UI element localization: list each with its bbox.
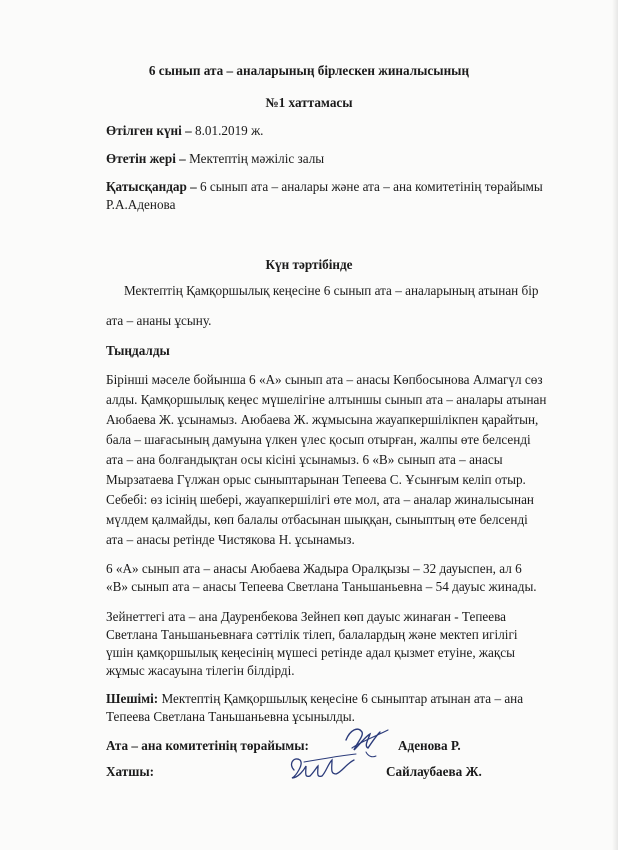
para2-line: 6 «А» сынып ата – анасы Аюбаева Жадыра Оралқызы – 32 дауыспен, ал 6 [106,561,522,576]
place-line [106,150,324,168]
decision-line [106,690,523,708]
para1-line: ата – анасы ретінде Чистякова Н. ұсынамыз. [106,532,355,547]
date-value: 8.01.2019 ж. [191,123,264,138]
para1-line: бала – шағасының дамуына үлкен үлес қосып отырған, жалпы өте белсенді [106,432,531,447]
secretary-name: Сайлаубаева Ж. [386,764,482,779]
secretary-signature-image [284,750,364,786]
decision-line-2: Тепеева Светлана Таньшаньевна ұсынылды. [106,709,355,724]
secretary-label: Хатшы: [106,764,155,779]
para1-line: Себебі: өз ісінің шебері, жауапкершілігі өте мол, ата – аналар жиналысынан [106,492,534,507]
decision-text: Мектептің Қамқоршылық кеңесіне 6 сыныптар атынан ата – ана [158,691,524,706]
participants-line-2: Р.А.Аденова [106,197,176,212]
para1-line: алды. Қамқоршылық кеңес мүшелігіне алтыншы сынып ата – аналары атынан [106,392,547,407]
participants-value: 6 сынып ата – аналары және ата – ана комитетінің төрайымы [196,179,543,194]
para3-line: жұмыс жасауына тілегін білдірді. [106,663,295,678]
para1-line: ата – ана болғандықтан осы кісіні ұсынамыз. 6 «В» сынып ата – анасы [106,452,503,467]
document-title: 6 сынып ата – аналарының бірлескен жиналысының [148,63,470,78]
place-label: Өтетін жері – [106,151,186,166]
agenda-text-line-1: Мектептің Қамқоршылық кеңесіне 6 сынып ата – аналарының атынан бір [124,283,539,298]
para3-line: үшін қамқоршылық кеңесінің мүшесі ретінде адал қызмет етуіне, жақсы [106,645,516,660]
para1-line: Бірінші мәселе бойынша 6 «А» сынып ата – анасы Көпбосынова Алмагүл сөз [106,372,543,387]
protocol-number: №1 хаттамасы [265,95,353,110]
para3-line: Зейнеттегі ата – ана Дауренбекова Зейнеп көп дауыс жинаған - Тепеева [106,609,507,624]
date-line [106,122,263,140]
place-value: Мектептің мәжіліс залы [185,151,325,166]
decision-label: Шешімі: [106,691,159,706]
listened-heading: Тыңдалды [106,343,170,358]
participants-line [106,178,543,196]
para1-line: мүлдем қалмайды, көп балалы отбасынан шыққан, сыныптың өте белсенді [106,512,528,527]
para1-line: Мырзатаева Гүлжан орыс сыныптарынан Тепеева С. Ұсынғым келіп отыр. [106,472,526,487]
date-label: Өтілген күні – [106,123,192,138]
agenda-text-line-2: ата – ананы ұсыну. [106,313,212,328]
scan-edge-shadow [612,0,618,850]
agenda-title: Күн тәртібінде [265,257,353,272]
para3-line: Светлана Таньшаньевнаға сәттілік тілеп, балалардың және мектеп игілігі [106,627,518,642]
para2-line: «В» сынып ата – анасы Тепеева Светлана Таньшаньевна – 54 дауыс жинады. [106,579,537,594]
participants-label: Қатысқандар – [106,179,197,194]
chair-label: Ата – ана комитетінің төрайымы: [106,738,309,753]
para1-line: Аюбаева Ж. ұсынамыз. Аюбаева Ж. жұмысына жауапкершілікпен қарайтын, [106,412,539,427]
chair-name: Аденова Р. [398,738,461,753]
